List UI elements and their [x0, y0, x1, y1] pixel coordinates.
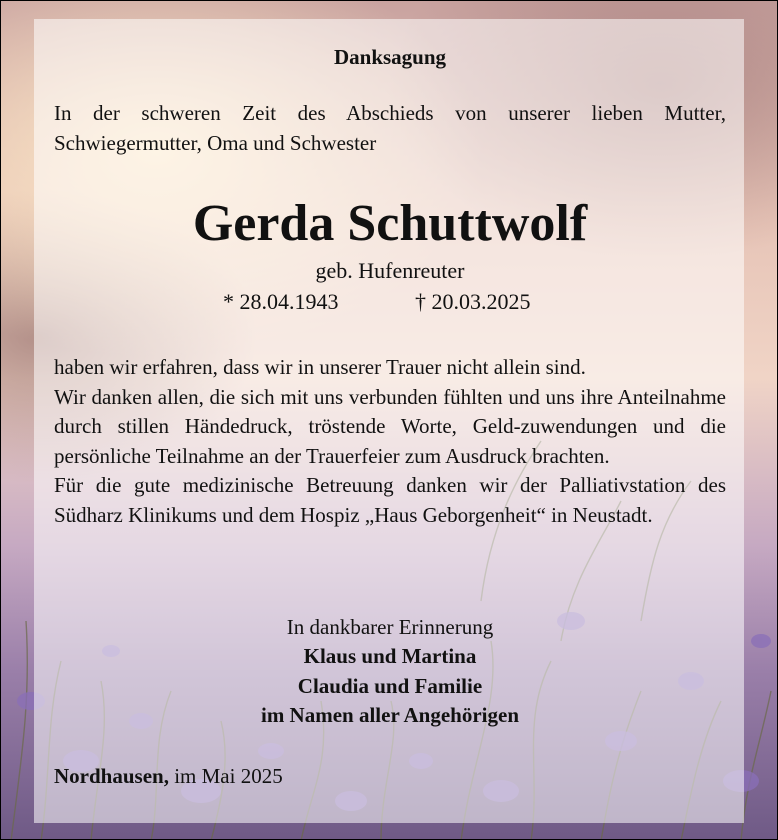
body-paragraph-3: Für die gute medizinische Betreuung danken wir der Palliativstation des Südharz Klinikums und dem Hospiz „Haus Geborgenheit“ in Neustadt.	[54, 473, 726, 527]
signer-3: im Namen aller Angehörigen	[260, 703, 519, 727]
death-date: † 20.03.2025	[415, 289, 531, 314]
birth-date: * 28.04.1943	[223, 289, 339, 314]
body-text	[54, 353, 726, 530]
signer-1: Klaus und Martina	[303, 644, 477, 668]
notice-heading: Danksagung	[333, 45, 447, 69]
place-date-line	[54, 764, 283, 789]
intro-text: In der schweren Zeit des Abschieds von unserer lieben Mutter, Schwiegermutter, Oma und Schwester	[54, 101, 726, 155]
signer-2: Claudia und Familie	[297, 674, 483, 698]
closing-line: In dankbarer Erinnerung	[286, 615, 494, 639]
birth-name: geb. Hufenreuter	[315, 258, 465, 283]
notice-date: im Mai 2025	[174, 764, 283, 788]
deceased-name: Gerda Schuttwolf	[192, 195, 588, 252]
place-name: Nordhausen,	[54, 764, 169, 788]
body-paragraph-1: haben wir erfahren, dass wir in unserer Trauer nicht allein sind.	[54, 355, 586, 379]
body-paragraph-2: Wir danken allen, die sich mit uns verbunden fühlten und uns ihre Anteilnahme durch stillen Händedruck, tröstende Worte, Geld-zuwendungen und die persönliche Teilnahme an der Trauerfeier zum Ausdruck brachten.	[54, 384, 726, 468]
